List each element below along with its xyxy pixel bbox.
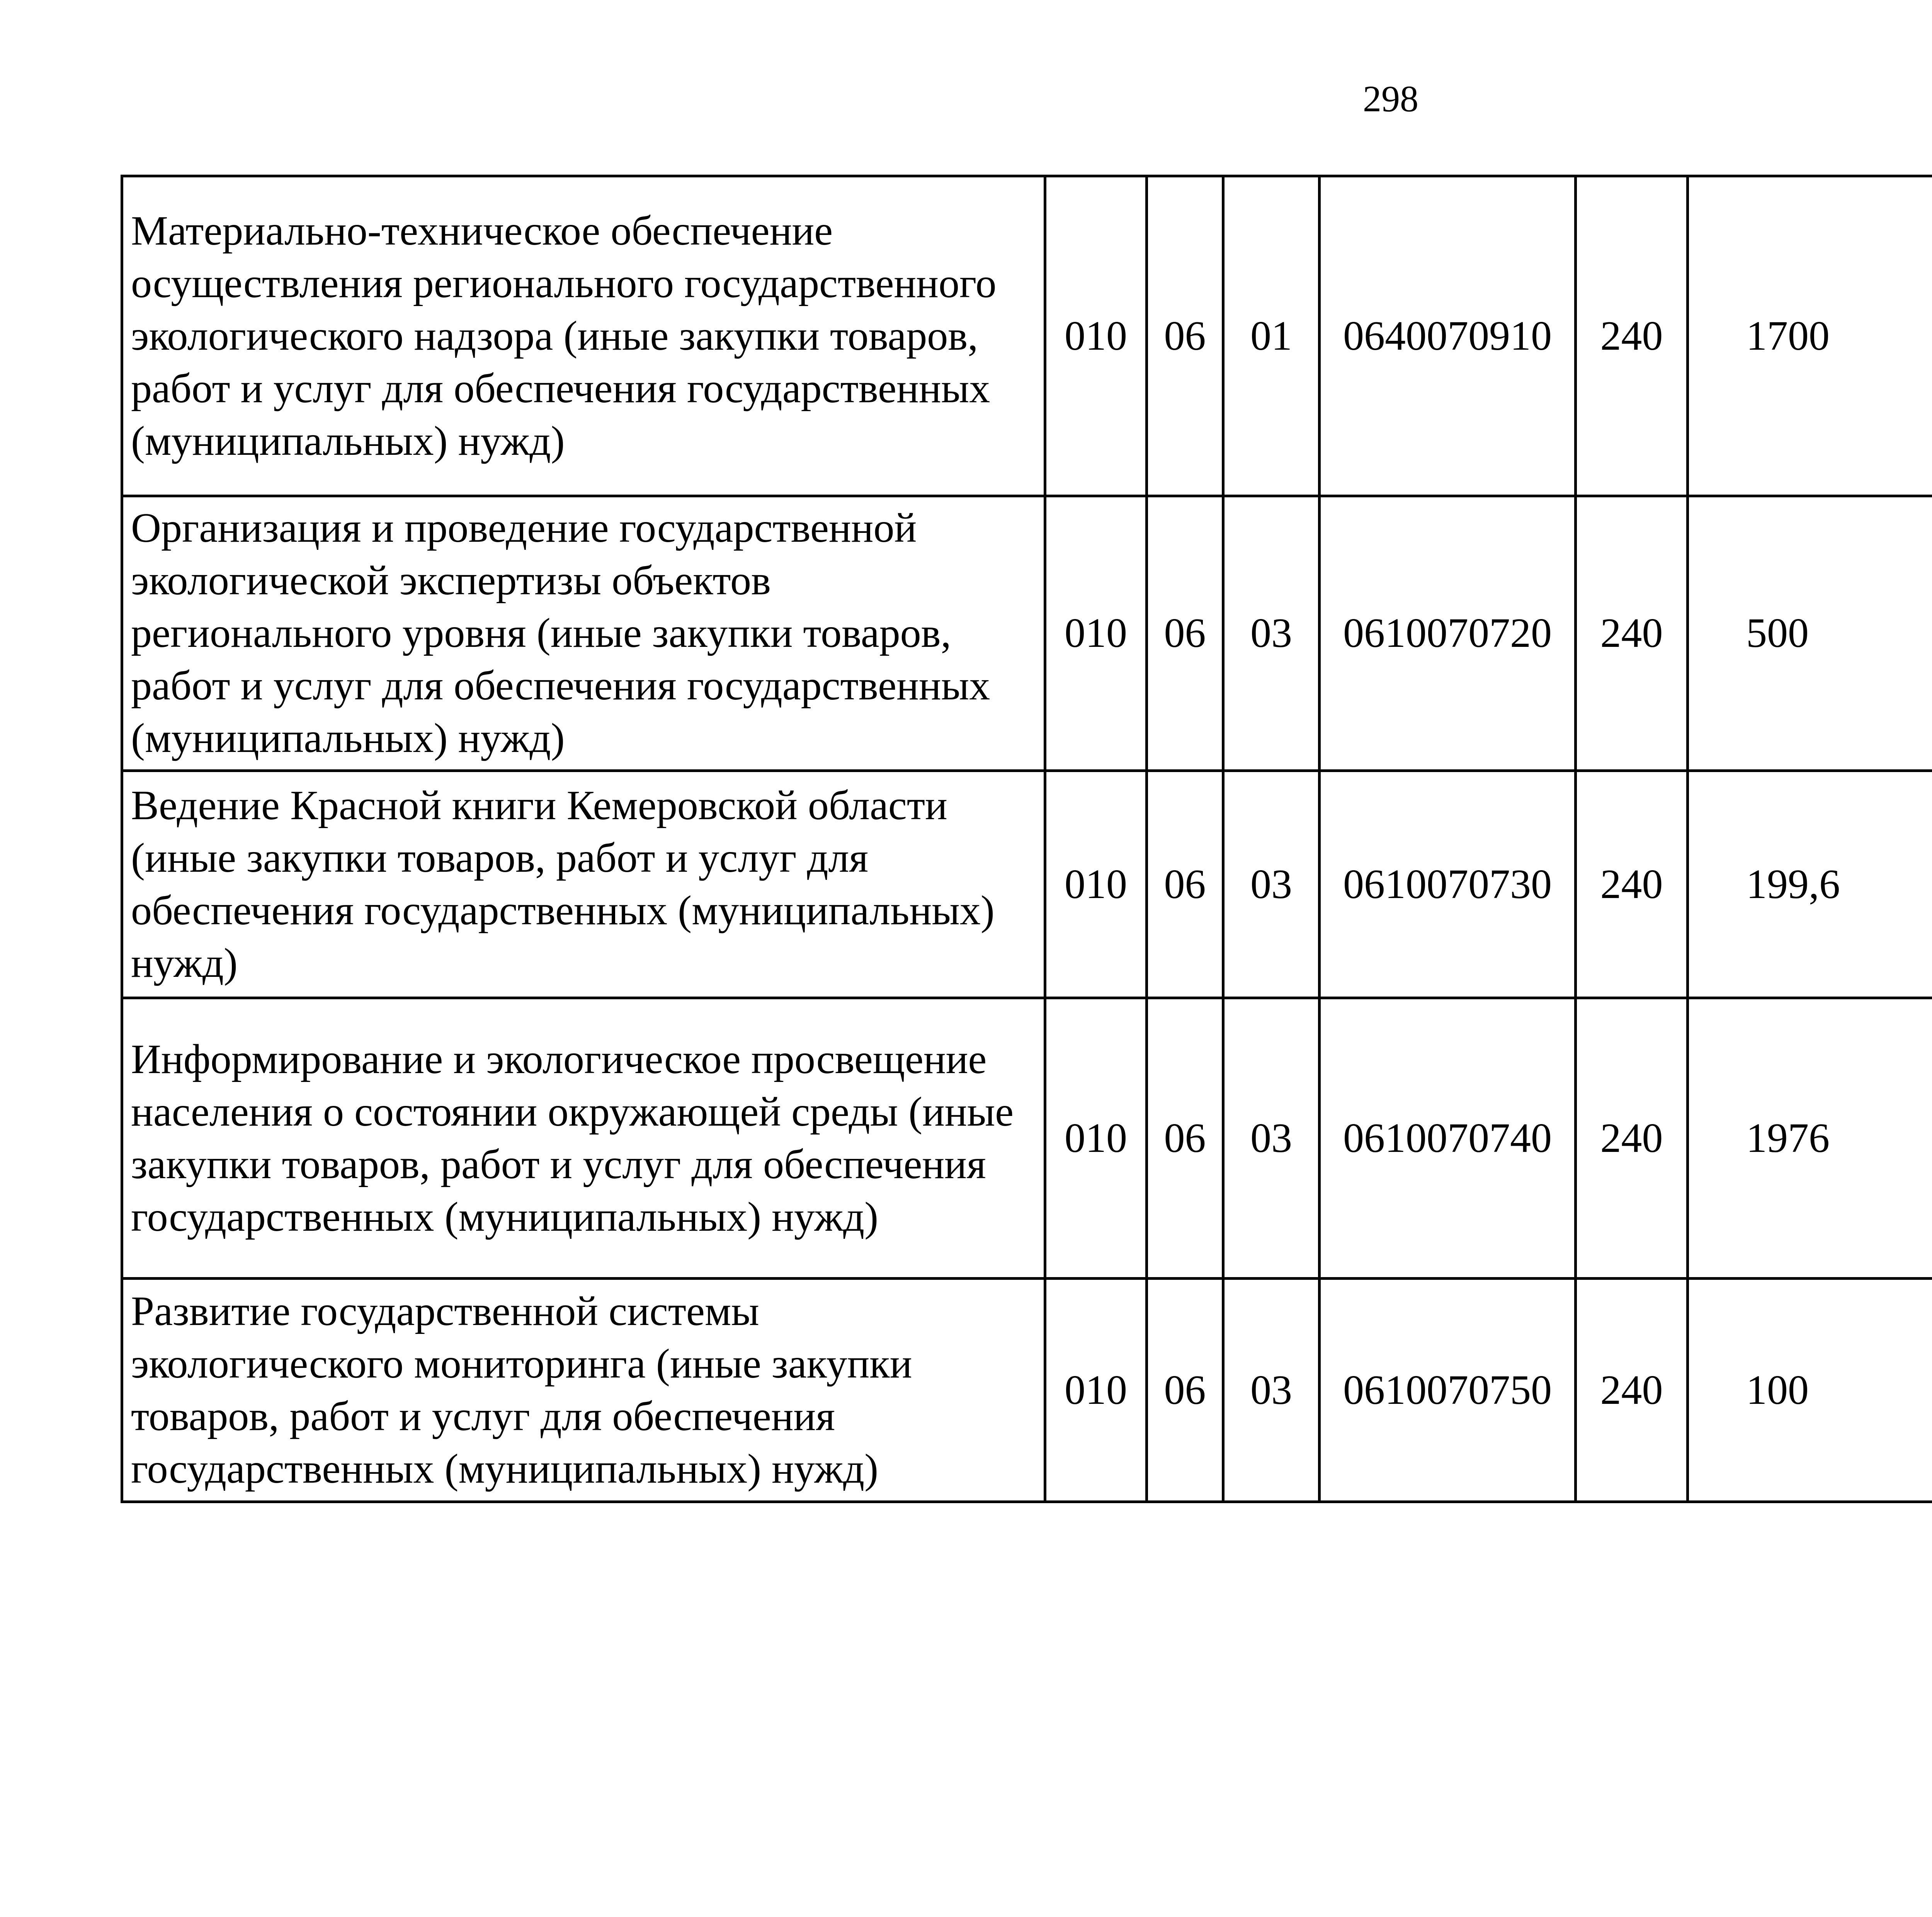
row-description: Ведение Красной книги Кемеровской области (иные закупки товаров, работ и услуг для обеспечения государственных (муниципальных) нужд) [122,771,1045,998]
table-row [122,1279,1932,1502]
budget-table [121,175,1932,1503]
section-code: 06 [1147,998,1223,1279]
subsection-code: 01 [1223,176,1320,496]
amount-year-1: 500 [1688,496,1932,771]
section-code: 06 [1147,176,1223,496]
ministry-code: 010 [1045,771,1147,998]
amount-year-1: 100 [1688,1279,1932,1502]
ministry-code: 010 [1045,496,1147,771]
subsection-code: 03 [1223,496,1320,771]
expense-type-code: 240 [1576,771,1688,998]
amount-year-1: 199,6 [1688,771,1932,998]
target-article-code: 0640070910 [1320,176,1576,496]
page-number: 298 [1363,78,1418,119]
row-description: Материально-техническое обеспечение осуществления регионального государственного экологического надзора (иные закупки товаров, работ и услуг для обеспечения государственных (муниципальных) нужд) [122,176,1045,496]
ministry-code: 010 [1045,1279,1147,1502]
table-row [122,771,1932,998]
expense-type-code: 240 [1576,1279,1688,1502]
section-code: 06 [1147,496,1223,771]
ministry-code: 010 [1045,998,1147,1279]
table-row [122,176,1932,496]
target-article-code: 0610070730 [1320,771,1576,998]
ministry-code: 010 [1045,176,1147,496]
expense-type-code: 240 [1576,496,1688,771]
section-code: 06 [1147,771,1223,998]
section-code: 06 [1147,1279,1223,1502]
expense-type-code: 240 [1576,176,1688,496]
table-row [122,496,1932,771]
target-article-code: 0610070750 [1320,1279,1576,1502]
row-description: Развитие государственной системы экологического мониторинга (иные закупки товаров, работ и услуг для обеспечения государственных (муниципальных) нужд) [122,1279,1045,1502]
target-article-code: 0610070740 [1320,998,1576,1279]
subsection-code: 03 [1223,1279,1320,1502]
table-row [122,998,1932,1279]
amount-year-1: 1700 [1688,176,1932,496]
row-description: Организация и проведение государственной экологической экспертизы объектов регионального уровня (иные закупки товаров, работ и услуг для обеспечения государственных (муниципальных) нужд) [122,496,1045,771]
subsection-code: 03 [1223,998,1320,1279]
amount-year-1: 1976 [1688,998,1932,1279]
row-description: Информирование и экологическое просвещение населения о состоянии окружающей среды (иные закупки товаров, работ и услуг для обеспечения государственных (муниципальных) нужд) [122,998,1045,1279]
expense-type-code: 240 [1576,998,1688,1279]
subsection-code: 03 [1223,771,1320,998]
target-article-code: 0610070720 [1320,496,1576,771]
